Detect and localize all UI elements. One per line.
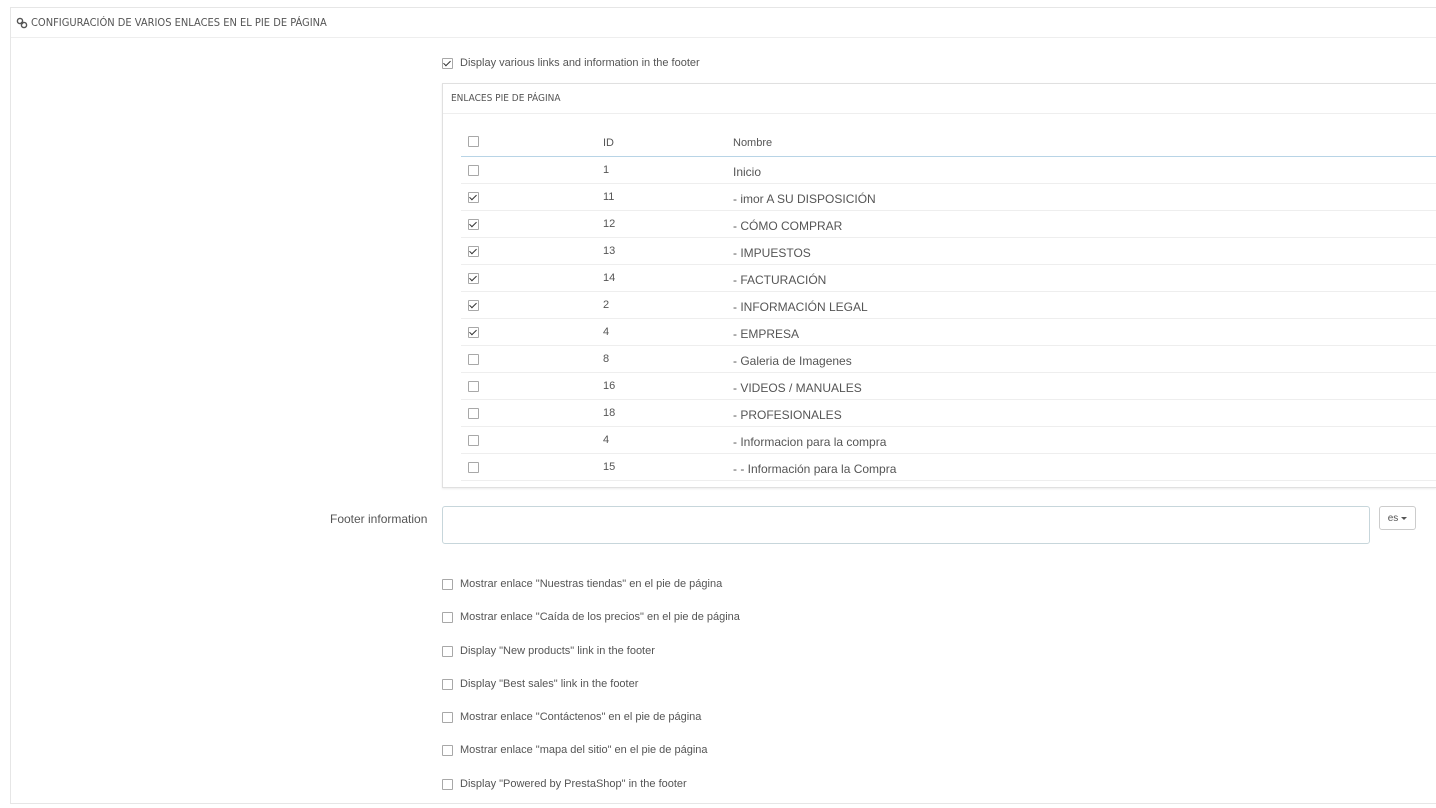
row-name: - Informacion para la compra <box>733 435 887 449</box>
row-name: - imor A SU DISPOSICIÓN <box>733 192 876 206</box>
option-label: Mostrar enlace "Caída de los precios" en el pie de página <box>460 611 740 623</box>
option-label: Display "Best sales" link in the footer <box>460 678 639 690</box>
row-name: - PROFESIONALES <box>733 408 842 422</box>
row-name: - Galeria de Imagenes <box>733 354 852 368</box>
row-checkbox[interactable] <box>468 435 479 446</box>
row-name: Inicio <box>733 165 762 179</box>
footer-information-input[interactable] <box>442 506 1370 544</box>
display-links-label: Display various links and information in the footer <box>460 57 700 69</box>
option-checkbox[interactable] <box>442 579 453 590</box>
select-all-checkbox[interactable] <box>468 136 479 147</box>
row-checkbox[interactable] <box>468 462 479 473</box>
table-row <box>461 292 1436 319</box>
footer-links-title: ENLACES PIE DE PÁGINA <box>443 84 1436 114</box>
footer-links-subpanel <box>442 83 1436 488</box>
column-header-name: Nombre <box>733 137 773 149</box>
row-id: 1 <box>603 164 610 176</box>
row-name: - VIDEOS / MANUALES <box>733 381 862 395</box>
table-row <box>461 157 1436 184</box>
table-row <box>461 454 1436 481</box>
row-checkbox[interactable] <box>468 327 479 338</box>
footer-option[interactable] <box>442 711 701 723</box>
option-label: Mostrar enlace "mapa del sitio" en el pie de página <box>460 744 708 756</box>
footer-option[interactable] <box>442 645 655 657</box>
table-row <box>461 265 1436 292</box>
panel-title: CONFIGURACIÓN DE VARIOS ENLACES EN EL PIE DE PÁGINA <box>31 16 327 29</box>
table-row <box>461 346 1436 373</box>
row-name: - FACTURACIÓN <box>733 273 827 287</box>
table-row <box>461 238 1436 265</box>
footer-option[interactable] <box>442 611 740 623</box>
row-checkbox[interactable] <box>468 408 479 419</box>
row-id: 14 <box>603 272 616 284</box>
row-id: 13 <box>603 245 616 257</box>
table-row <box>461 373 1436 400</box>
table-row <box>461 211 1436 238</box>
row-name: - EMPRESA <box>733 327 800 341</box>
display-links-option[interactable] <box>442 57 700 69</box>
footer-information-label: Footer information <box>330 512 428 526</box>
option-label: Display "New products" link in the footer <box>460 645 655 657</box>
row-name: - - Información para la Compra <box>733 462 897 476</box>
table-row <box>461 319 1436 346</box>
display-links-checkbox[interactable] <box>442 58 453 69</box>
row-checkbox[interactable] <box>468 300 479 311</box>
footer-links-table <box>461 127 1436 481</box>
row-id: 16 <box>603 380 616 392</box>
row-name: - INFORMACIÓN LEGAL <box>733 300 868 314</box>
row-id: 2 <box>603 299 610 311</box>
language-code: es <box>1387 512 1399 524</box>
row-checkbox[interactable] <box>468 192 479 203</box>
row-id: 4 <box>603 434 610 446</box>
row-checkbox[interactable] <box>468 273 479 284</box>
option-checkbox[interactable] <box>442 712 453 723</box>
footer-option[interactable] <box>442 678 638 690</box>
option-checkbox[interactable] <box>442 612 453 623</box>
row-checkbox[interactable] <box>468 354 479 365</box>
row-id: 15 <box>603 461 616 473</box>
row-id: 18 <box>603 407 616 419</box>
row-checkbox[interactable] <box>468 165 479 176</box>
footer-option[interactable] <box>442 778 687 790</box>
option-checkbox[interactable] <box>442 745 453 756</box>
row-checkbox[interactable] <box>468 246 479 257</box>
panel-heading <box>11 8 1436 38</box>
footer-option[interactable] <box>442 578 722 590</box>
link-icon <box>16 17 28 29</box>
row-id: 8 <box>603 353 610 365</box>
option-label: Mostrar enlace "Nuestras tiendas" en el pie de página <box>460 578 723 590</box>
option-label: Mostrar enlace "Contáctenos" en el pie de página <box>460 711 702 723</box>
table-header <box>461 127 1436 157</box>
option-checkbox[interactable] <box>442 679 453 690</box>
footer-option[interactable] <box>442 744 708 756</box>
option-checkbox[interactable] <box>442 646 453 657</box>
row-id: 12 <box>603 218 616 230</box>
caret-down-icon <box>1401 517 1407 520</box>
row-name: - CÓMO COMPRAR <box>733 219 843 233</box>
option-checkbox[interactable] <box>442 779 453 790</box>
table-row <box>461 184 1436 211</box>
row-id: 4 <box>603 326 610 338</box>
row-checkbox[interactable] <box>468 381 479 392</box>
row-id: 11 <box>603 191 615 203</box>
language-dropdown[interactable] <box>1379 506 1416 530</box>
column-header-id: ID <box>603 137 614 149</box>
row-checkbox[interactable] <box>468 219 479 230</box>
table-row <box>461 427 1436 454</box>
table-row <box>461 400 1436 427</box>
row-name: - IMPUESTOS <box>733 246 811 260</box>
option-label: Display "Powered by PrestaShop" in the footer <box>460 778 687 790</box>
